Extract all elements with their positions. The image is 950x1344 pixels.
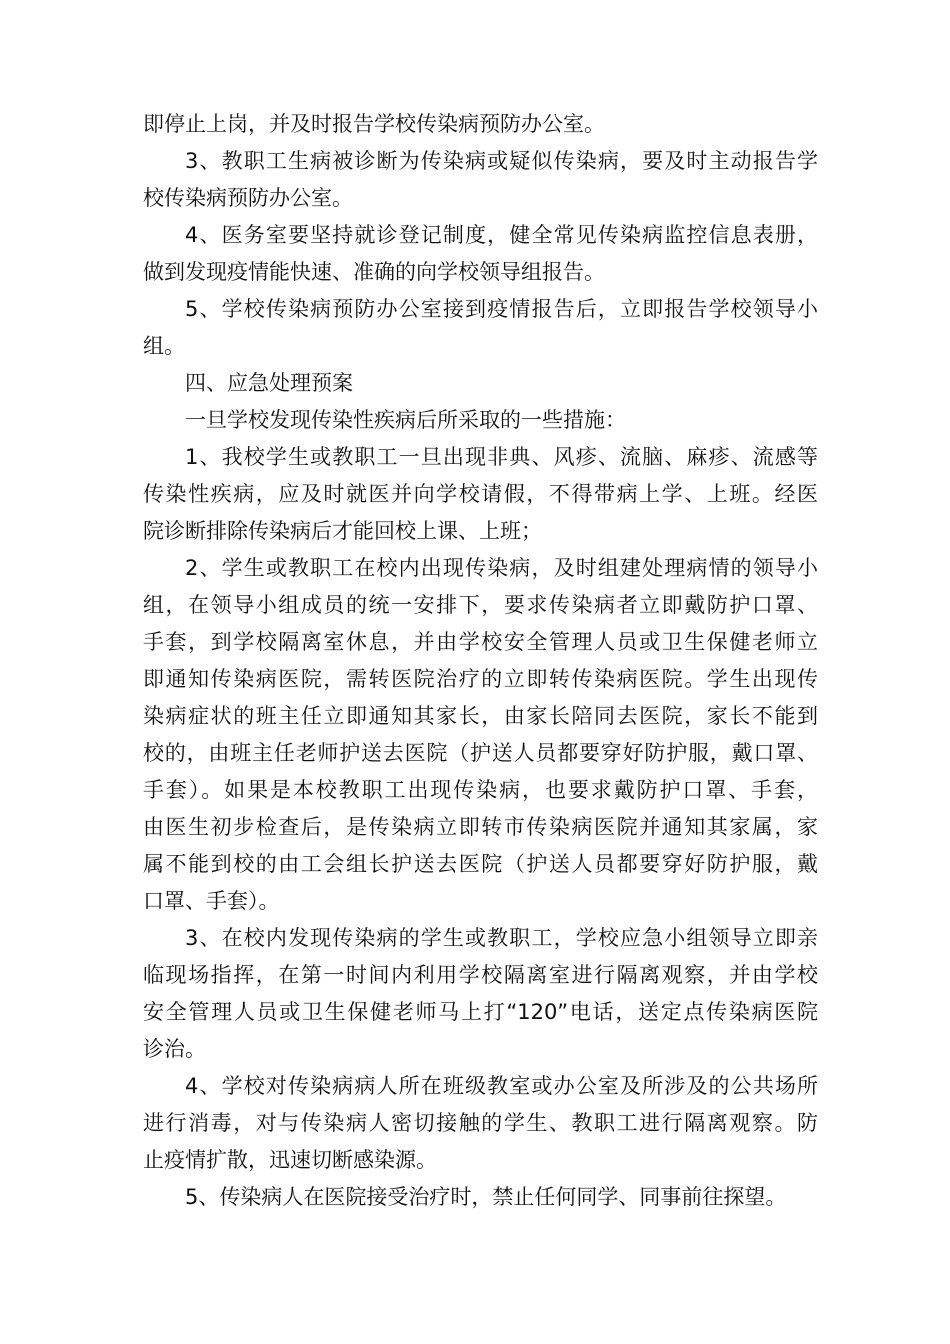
text-line: 组。: [143, 334, 185, 358]
text-line: 口罩、手套）。: [143, 889, 280, 913]
measure-1-line: 1、我校学生或教职工一旦出现非典、风疹、流脑、麻疹、流感等: [185, 445, 818, 469]
document-body: [143, 106, 818, 1216]
text-line: 即停止上岗，并及时报告学校传染病预防办公室。: [143, 112, 605, 136]
text-line: 由医生初步检查后，是传染病立即转市传染病医院并通知其家属，家: [143, 815, 818, 839]
paragraph-item-5-line: 5、学校传染病预防办公室接到疫情报告后，立即报告学校领导小: [185, 297, 818, 321]
text-line: 安全管理人员或卫生保健老师马上打“120”电话，送定点传染病医院: [143, 1000, 818, 1024]
measure-2-line: 2、学生或教职工在校内出现传染病，及时组建处理病情的领导小: [185, 556, 818, 580]
measure-5-line: 5、传染病人在医院接受治疗时，禁止任何同学、同事前往探望。: [185, 1185, 787, 1209]
text-line: 即通知传染病医院，需转医院治疗的立即转传染病医院。学生出现传: [143, 667, 818, 691]
measure-4-line: 4、学校对传染病病人所在班级教室或办公室及所涉及的公共场所: [185, 1074, 818, 1098]
text-line: 手套）。如果是本校教职工出现传染病，也要求戴防护口罩、手套，: [143, 778, 818, 802]
text-line: 进行消毒，对与传染病人密切接触的学生、教职工进行隔离观察。防: [143, 1111, 818, 1135]
text-line: 组，在领导小组成员的统一安排下，要求传染病者立即戴防护口罩、: [143, 593, 818, 617]
text-line: 属不能到校的由工会组长护送去医院（护送人员都要穿好防护服，戴: [143, 852, 818, 876]
text-line: 临现场指挥，在第一时间内利用学校隔离室进行隔离观察，并由学校: [143, 963, 818, 987]
text-line: 做到发现疫情能快速、准确的向学校领导组报告。: [143, 260, 605, 284]
measure-3-line: 3、在校内发现传染病的学生或教职工，学校应急小组领导立即亲: [185, 926, 818, 950]
text-line: 校传染病预防办公室。: [143, 186, 353, 210]
intro-line: 一旦学校发现传染性疾病后所采取的一些措施：: [185, 408, 626, 432]
text-line: 校的，由班主任老师护送去医院（护送人员都要穿好防护服，戴口罩、: [143, 741, 818, 765]
text-line: 传染性疾病，应及时就医并向学校请假，不得带病上学、上班。经医: [143, 482, 818, 506]
text-line: 手套，到学校隔离室休息，并由学校安全管理人员或卫生保健老师立: [143, 630, 818, 654]
paragraph-item-3-line: 3、教职工生病被诊断为传染病或疑似传染病，要及时主动报告学: [185, 149, 818, 173]
text-line: 止疫情扩散，迅速切断感染源。: [143, 1148, 437, 1172]
text-line: 诊治。: [143, 1037, 206, 1061]
text-line: 染病症状的班主任立即通知其家长，由家长陪同去医院，家长不能到: [143, 704, 818, 728]
paragraph-item-4-line: 4、医务室要坚持就诊登记制度，健全常见传染病监控信息表册，: [185, 223, 818, 247]
text-line: 院诊断排除传染病后才能回校上课、上班；: [143, 519, 542, 543]
section-heading: 四、应急处理预案: [185, 371, 353, 395]
